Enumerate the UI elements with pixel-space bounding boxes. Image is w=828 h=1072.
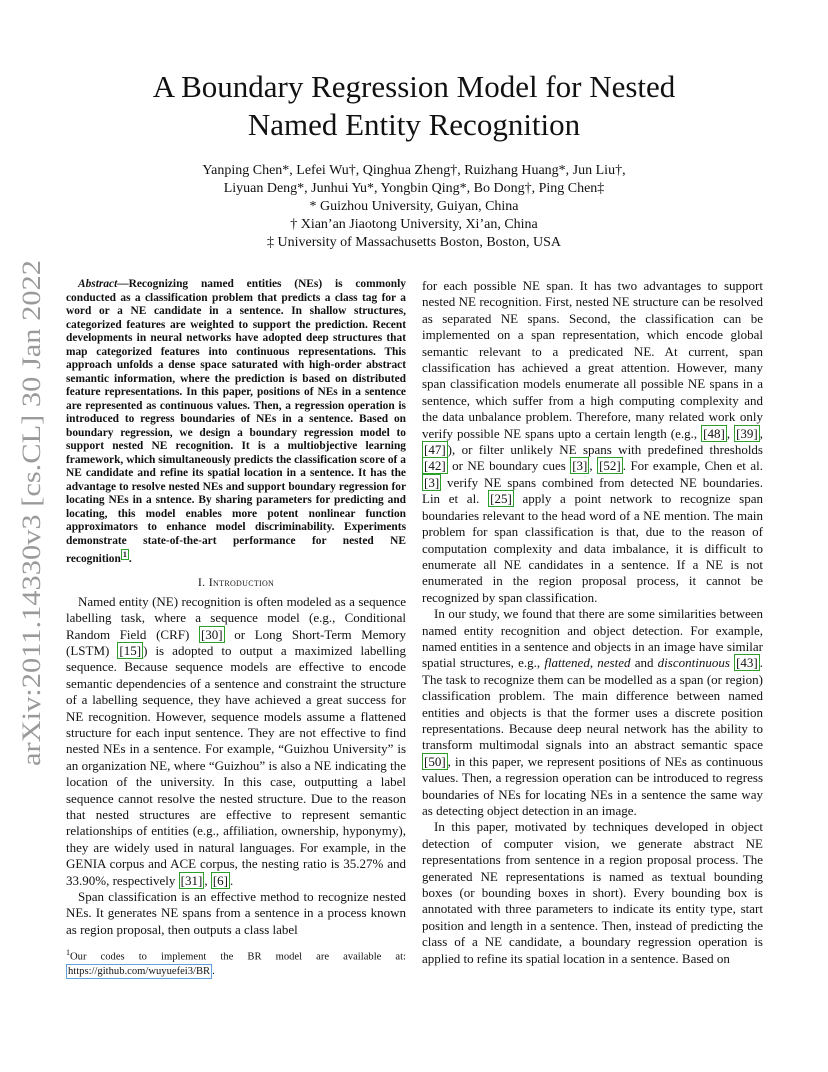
- affiliation-3: ‡ University of Massachusetts Boston, Boston, USA: [267, 235, 561, 250]
- footnote: [66, 946, 406, 979]
- citation-link[interactable]: [25]: [490, 491, 512, 507]
- citation-link[interactable]: [3]: [572, 458, 588, 474]
- citation-link[interactable]: [30]: [200, 626, 223, 642]
- citation-link[interactable]: [42]: [424, 458, 446, 474]
- text-run: . The task to recognize them can be modelled as a span (or region) classification problem. The main difference between named entities and objects is that the former uses a discrete position representations. Because deep neural network has the ability to transform multimodal signals into an abstract semantic space: [422, 655, 764, 753]
- paper-title: [0, 68, 828, 144]
- footnote-mark: 1: [66, 948, 70, 957]
- intro-paragraph-2: Span classification is an effective method to recognize nested NEs. It generates NE spans from a sentence in a process known as region proposal, then outputs a class label: [66, 889, 406, 937]
- arxiv-stamp: [12, 258, 48, 766]
- text-run: . For example, Chen et al.: [622, 458, 763, 474]
- abstract: [66, 278, 406, 566]
- abstract-end: .: [128, 552, 132, 565]
- intro-paragraph-4: [422, 606, 763, 819]
- text-run: or Long Short-Term Memory (LSTM): [66, 626, 406, 658]
- text-run: or NE boundary cues: [447, 458, 571, 474]
- intro-paragraph-5: In this paper, motivated by techniques developed in object detection of computer vision, we generate abstract NE representations from sentence in a region proposal process. The generated NE representations is named as textual bounding boxes (or bounding boxes in short). Every bounding box is annotated with three parameters to indicate its entity type, start position and length in a sentence. Then, instead of predicting the class of a NE candidate, a boundary regression operation is applied to refine its spatial location in a sentence. Based on: [422, 819, 763, 966]
- github-link[interactable]: https://github.com/wuyuefei3/BR: [68, 965, 211, 977]
- citation-link[interactable]: [47]: [424, 442, 446, 458]
- text-run: ) is adopted to output a maximized labelling sequence. Because sequence models are effective to encode semantic dependencies of a sentence and constraint the structure of a labelling sequence, they have achieved a great success for NE recognition. However, sequence models assume a flattened structure for each input sentence. They are not effective to find nested NEs in a sentence. For example, “Guizhou University” is an organization NE, where “Guizhou” is also a NE indicating the location of the university. In this case, outputting a label sequence cannot resolve the nested structure. Due to the reason that nested structures are effective to represent semantic relationships of entities (e.g., affiliation, ownership, hyponymy), they are widely used in natural languages. For example, in the GENIA corpus and ACE corpus, the nesting ratio is 35.27% and 33.90%, respectively: [66, 642, 406, 888]
- citation-link[interactable]: [3]: [424, 474, 440, 490]
- text-run: ,: [726, 425, 735, 441]
- title-line-2: Named Entity Recognition: [247, 107, 581, 142]
- text-run: ,: [759, 425, 764, 441]
- text-run: ,: [589, 655, 598, 671]
- text-run: Named entity (NE) recognition is often modeled as a sequence labelling task, where a sequence model (e.g., Conditional Random Field (CRF): [66, 593, 406, 642]
- title-line-1: A Boundary Regression Model for Nested: [152, 69, 676, 104]
- section-title: Introduction: [208, 575, 275, 590]
- right-column: [422, 278, 763, 967]
- authors-line-1: Yanping Chen*, Lefei Wu†, Qinghua Zheng†, Ruizhang Huang*, Jun Liu†,: [202, 163, 626, 178]
- text-run: , in this paper, we represent positions of NEs as continuous values. Then, a regression operation can be introduced to regress boundaries of NEs for locating NEs in a sentence the same way as detecting object detection in an image.: [422, 753, 763, 818]
- italic-term: nested: [597, 655, 631, 671]
- footnote-end: .: [212, 965, 215, 977]
- authors-line-2: Liyuan Deng*, Junhui Yu*, Yongbin Qing*, Bo Dong†, Ping Chen‡: [223, 181, 605, 196]
- section-heading: [66, 574, 406, 590]
- text-run: for each possible NE span. It has two advantages to support nested NE recognition. First, nested NE structure can be resolved as separated NE spans. Second, the classification can be implemented on a span representation, which encode global semantic relevant to a predicated NE. At current, span classification has achieved a great attention. However, many span classification models enumerate all possible NE spans in a sentence, which suffer from a high computing complexity and the data unbalance problem. Therefore, many related work only verify possible NE spans upto a certain length (e.g.,: [422, 278, 763, 441]
- footnote-ref[interactable]: 1: [122, 550, 127, 559]
- section-number: I.: [197, 575, 206, 590]
- affiliation-1: * Guizhou University, Guiyan, China: [309, 199, 519, 214]
- text-run: verify NE spans combined from detected NE boundaries. Lin et al.: [422, 474, 763, 507]
- text-run: .: [229, 872, 234, 888]
- text-run: ,: [204, 872, 211, 888]
- abstract-label: Abstract: [78, 278, 118, 290]
- italic-term: discontinuous: [657, 655, 730, 671]
- abstract-text: —Recognizing named entities (NEs) is commonly conducted as a classification problem that predicts a class tag for a word or a NE candidate in a sentence. In shallow structures, categorized features are weighted to support the prediction. Recent developments in neural networks have adopted deep structures that map categorized features into continuous representations. This approach unfolds a dense space saturated with high-order abstract semantic information, where the prediction is based on distributed feature representations. In this paper, positions of NEs in a sentence are represented as continuous values. Then, a regression operation is introduced to regress boundaries of NEs in a sentence. Based on boundary regression, we design a boundary regression model to support nested NE recognition. It is a multiobjective learning framework, which simultaneously predicts the classification score of a NE candidate and refine its spatial location in a sentence. It has the advantage to resolve nested NEs and support boundary regression for locating NEs in a sntence. By sharing parameters for predicting and locating, this model enables more potent nonlinear function approximators to enhance model discriminability. Experiments demonstrate state-of-the-art performance for nested NE recognition: [66, 278, 406, 565]
- text-run: ,: [589, 458, 598, 474]
- citation-link[interactable]: [15]: [119, 642, 142, 658]
- citation-link[interactable]: [6]: [212, 872, 228, 888]
- italic-term: flattened: [544, 655, 590, 671]
- affiliation-2: † Xian’an Jiaotong University, Xi’an, China: [290, 217, 538, 232]
- left-column: [66, 278, 406, 938]
- intro-paragraph-1: [66, 594, 406, 889]
- citation-link[interactable]: [52]: [599, 458, 621, 474]
- citation-link[interactable]: [43]: [736, 655, 758, 671]
- text-run: apply a point network to recognize span boundaries relevant to the head word of a NE mention. The main problem for span classification is that, due to the reason of computation complexity and data imbalance, it is difficult to enumerate all NE candidates in a sentence. If a NE is not enumerated in the region proposal process, it cannot be recognized by span classification.: [422, 491, 764, 605]
- arxiv-stamp-text: arXiv:2011.14330v3 [cs.CL] 30 Jan 2022: [17, 333, 46, 766]
- text-run: In our study, we found that there are some similarities between named entity recognition and object detection. For example, named entities in a sentence and objects in an image have similar spatial structures, e.g.,: [422, 606, 763, 671]
- footnote-text: [66, 946, 406, 964]
- citation-link[interactable]: [31]: [180, 872, 203, 888]
- text-run: and: [630, 655, 658, 671]
- citation-link[interactable]: [39]: [736, 425, 758, 441]
- citation-link[interactable]: [48]: [703, 425, 725, 441]
- author-block: [0, 162, 828, 252]
- citation-link[interactable]: [50]: [424, 753, 446, 769]
- footnote-body: Our codes to implement the BR model are available at:: [70, 951, 406, 963]
- text-run: ), or filter unlikely NE spans with predefined thresholds: [447, 442, 763, 458]
- intro-paragraph-3: [422, 278, 763, 606]
